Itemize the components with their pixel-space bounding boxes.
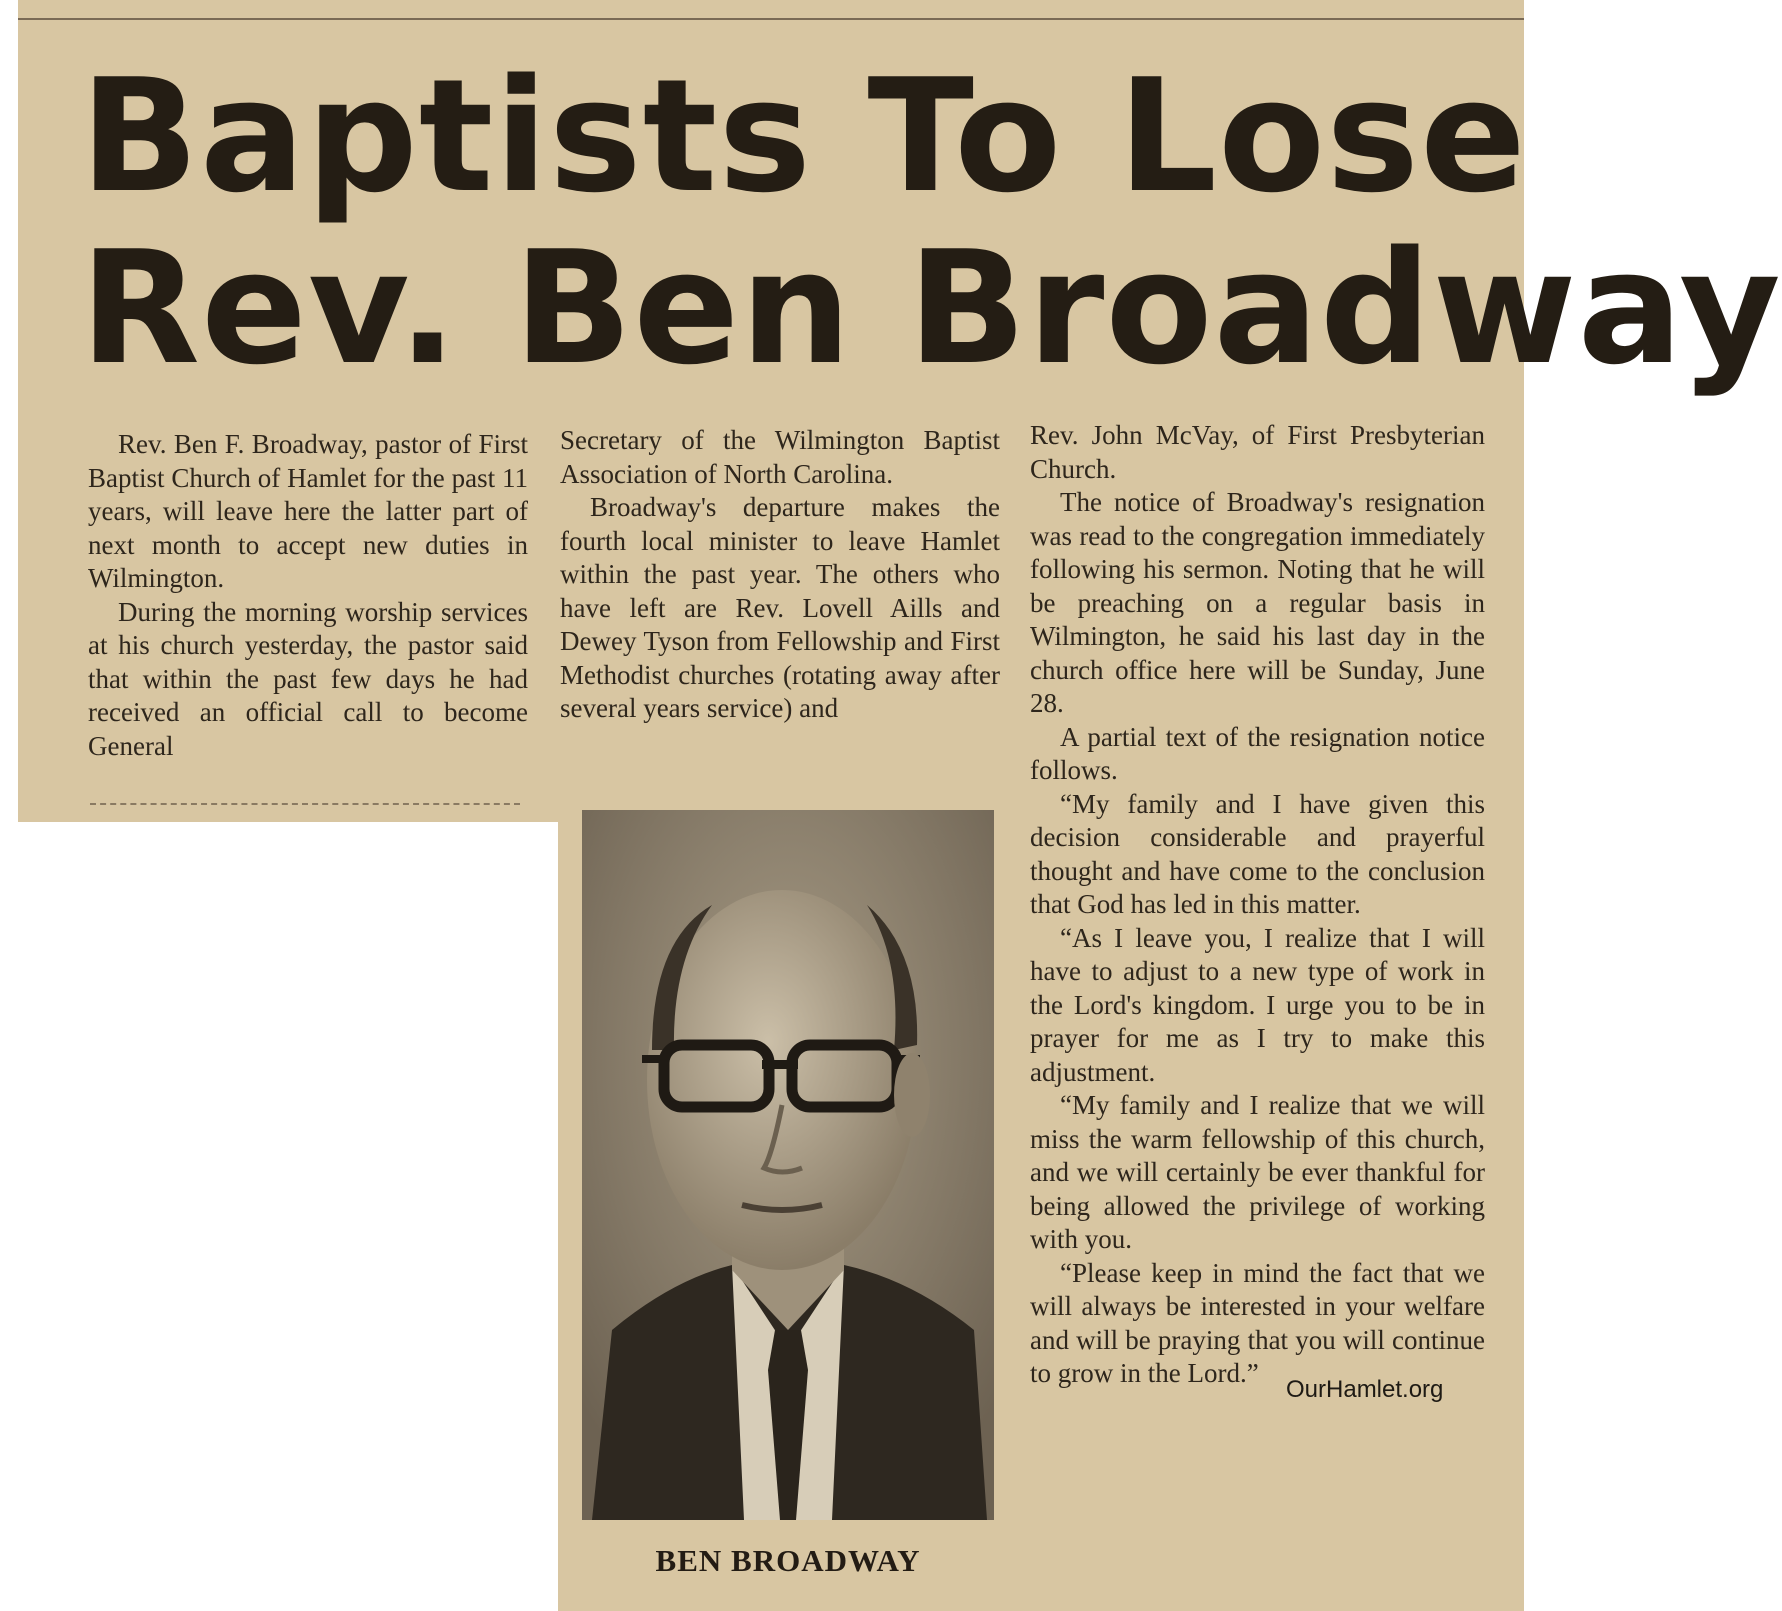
portrait-photo (582, 810, 994, 1520)
article-paragraph: “Please keep in mind the fact that we will always be interested in your welfare and will be praying that you will continue to grow in the Lord.” (1030, 1257, 1485, 1388)
article-paragraph: Secretary of the Wilmington Baptist Association of North Carolina. (560, 425, 1000, 489)
article-paragraph: During the morning worship services at his church yesterday, the pastor said that within the past few days he had received an official call to become General (88, 596, 528, 761)
article-paragraph: “My family and I have given this decision considerable and prayerful thought and have come to the conclusion that God has led in this matter. (1030, 788, 1485, 919)
article-column-3 (1030, 419, 1485, 1391)
article-paragraph: “As I leave you, I realize that I will have to adjust to a new type of work in the Lord's kingdom. I urge you to be in prayer for me as I try to make this adjustment. (1030, 922, 1485, 1087)
article-paragraph: Broadway's departure makes the fourth local minister to leave Hamlet within the past year. The others who have left are Rev. Lovell Aills and Dewey Tyson from Fellowship and First Methodist churches (rotating away after several years service) and (560, 492, 1000, 723)
article-paragraph: “My family and I realize that we will miss the warm fellowship of this church, and we will certainly be ever thankful for being allowed the privilege of working with you. (1030, 1090, 1485, 1254)
article-paragraph: Rev. John McVay, of First Presbyterian Church. (1030, 420, 1485, 484)
article-column-2 (560, 424, 1000, 726)
portrait-illustration (582, 810, 994, 1520)
headline-line-2: Rev. Ben Broadway (80, 217, 1782, 399)
photo-caption: BEN BROADWAY (655, 1543, 921, 1578)
top-rule (18, 18, 1524, 20)
column-end-rule (90, 803, 520, 805)
headline-line-1: Baptists To Lose (80, 45, 1527, 227)
article-column-1 (88, 428, 528, 763)
article-paragraph: The notice of Broadway's resignation was read to the congregation immediately following his sermon. Noting that he will be preaching on a regular basis in Wilmington, he said his last day in the church office here will be Sunday, June 28. (1030, 487, 1485, 718)
watermark: OurHamlet.org (1286, 1376, 1444, 1403)
article-paragraph: Rev. Ben F. Broadway, pastor of First Baptist Church of Hamlet for the past 11 years, will leave here the latter part of next month to accept new duties in Wilmington. (88, 429, 528, 593)
article-paragraph: A partial text of the resignation notice follows. (1030, 721, 1485, 785)
